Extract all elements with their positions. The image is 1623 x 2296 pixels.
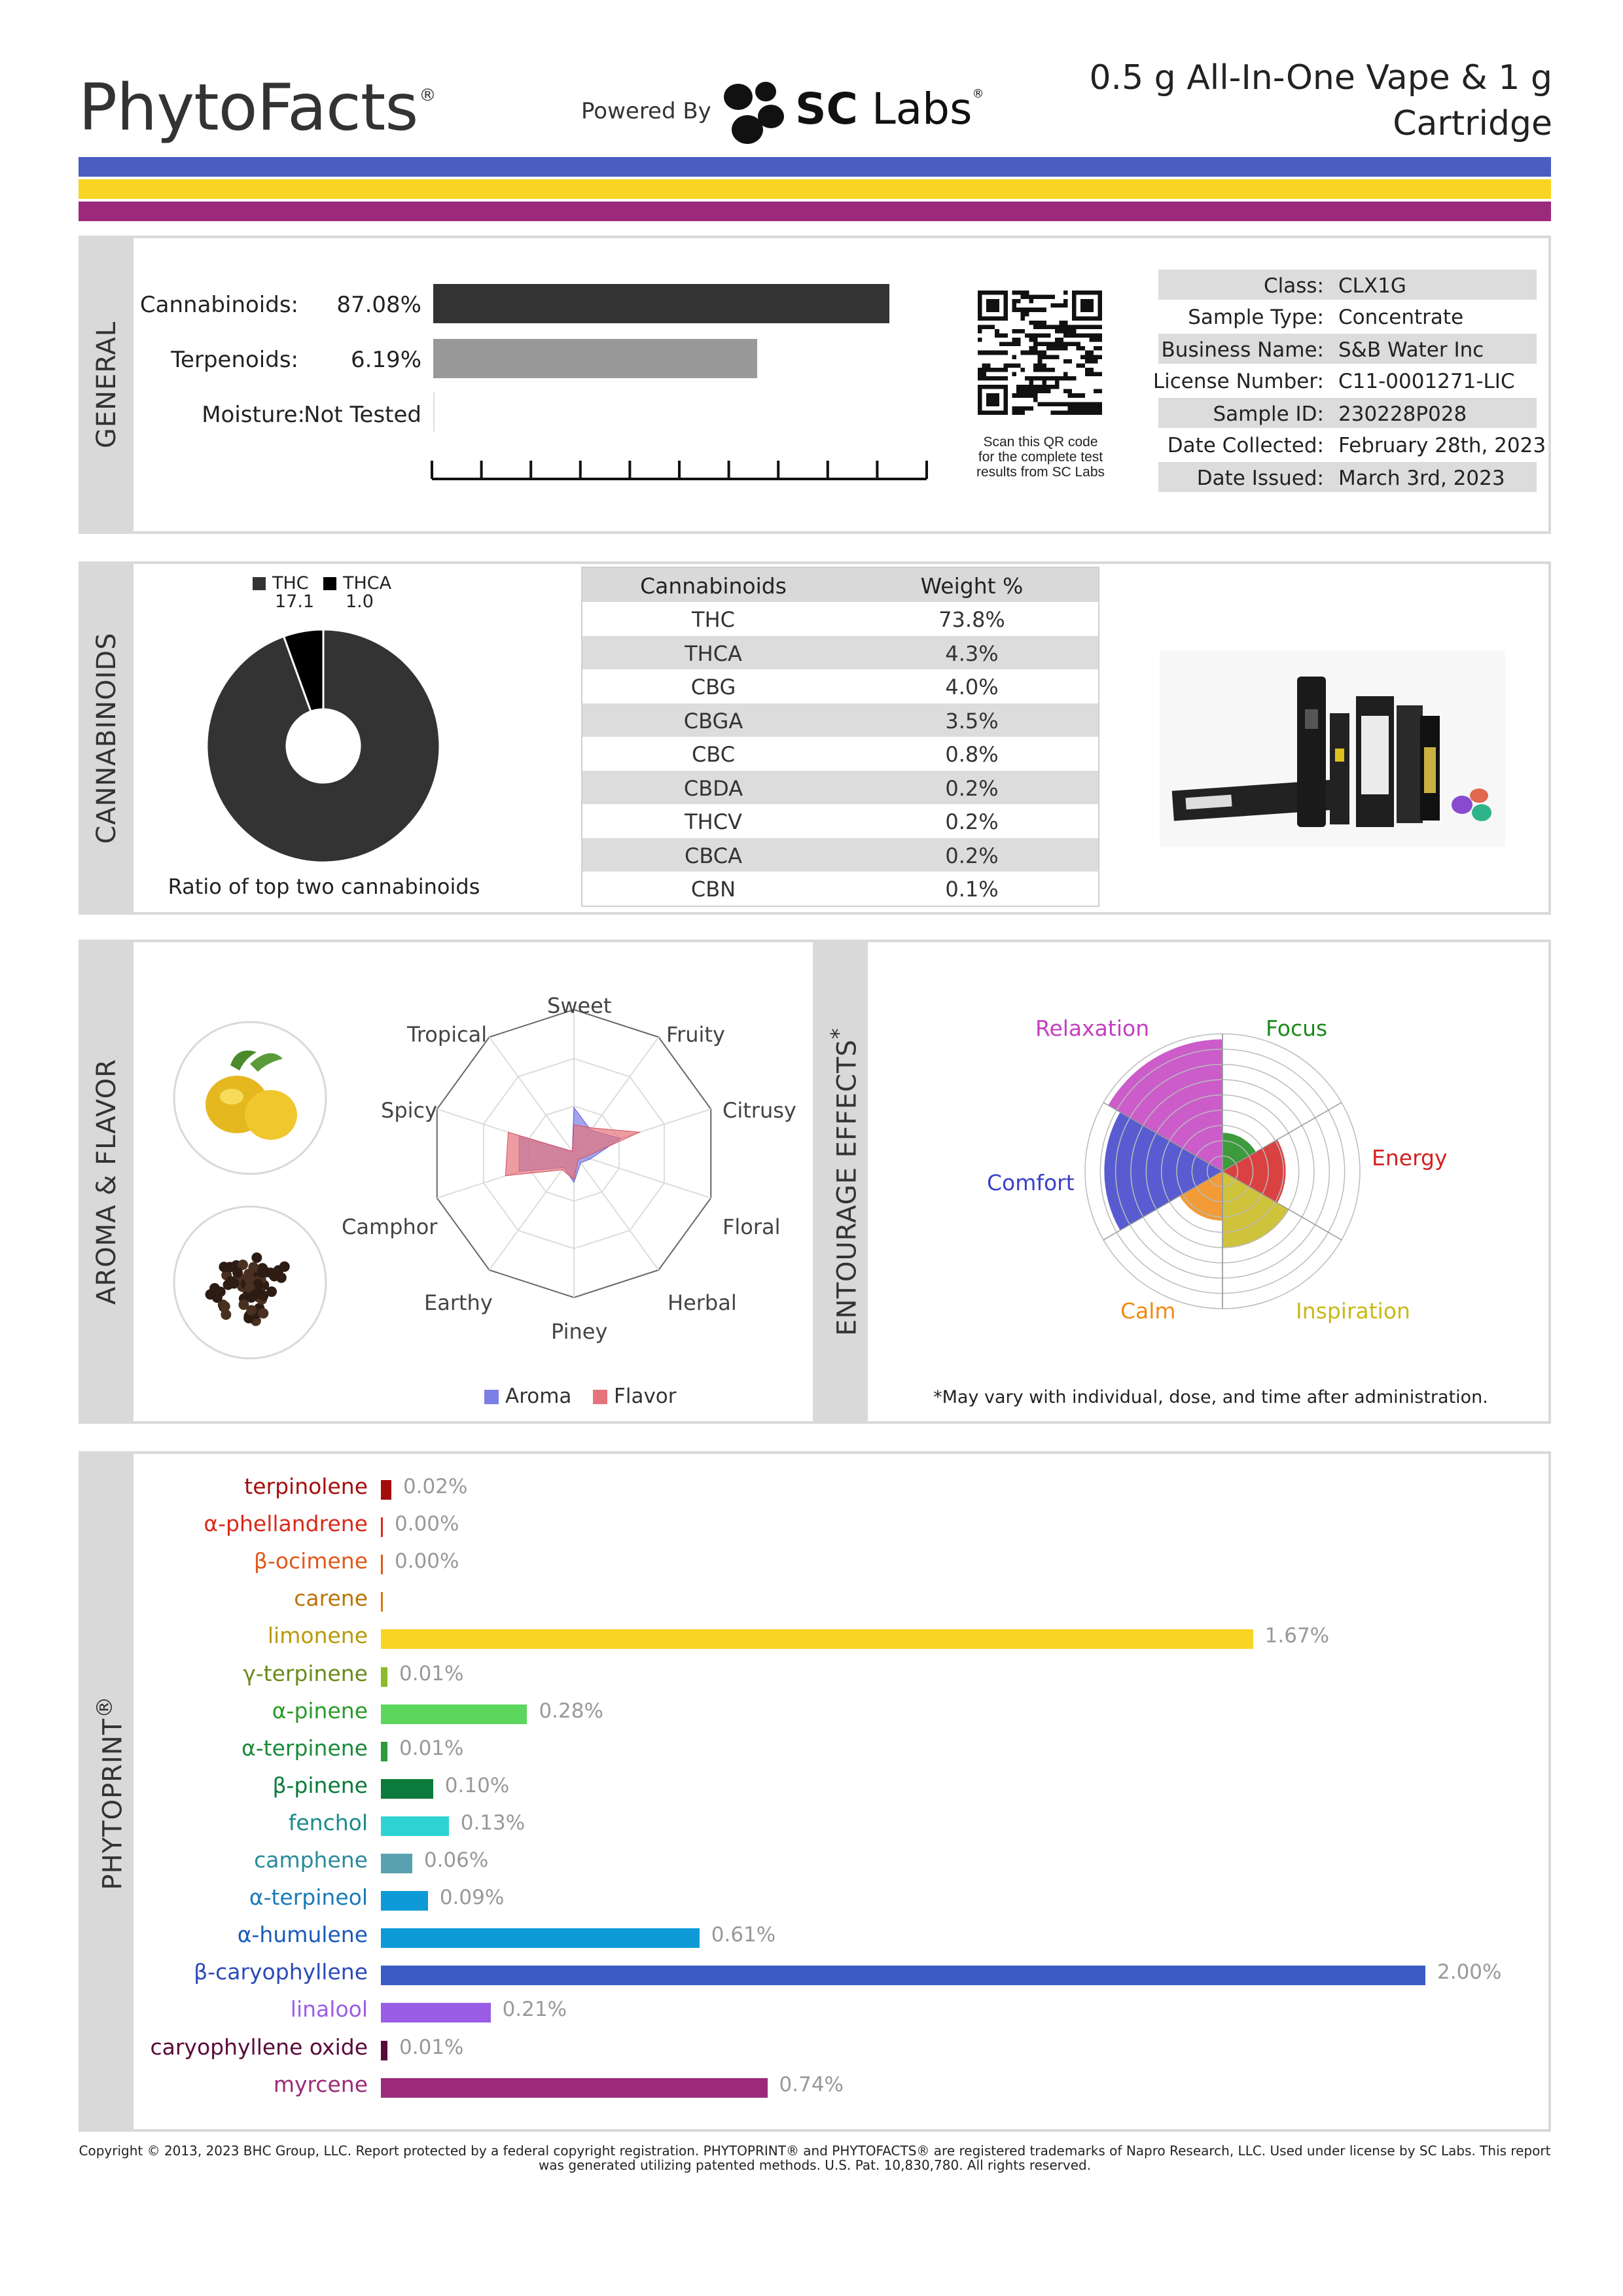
info-row-class xyxy=(1158,270,1537,300)
table-header xyxy=(582,568,1098,602)
legend-swatch-aroma xyxy=(484,1390,499,1404)
terpene-bar xyxy=(381,1555,383,1574)
table-cell-weight: 0.2% xyxy=(945,843,999,868)
product-title xyxy=(1055,55,1552,147)
effects-section-label xyxy=(826,985,863,1378)
table-cell-name: CBN xyxy=(690,877,736,902)
terpene-bar xyxy=(381,1517,383,1537)
terpene-name: camphene xyxy=(254,1847,368,1873)
table-cell-weight: 0.2% xyxy=(945,775,999,801)
terpene-value-label: 0.28% xyxy=(539,1699,603,1723)
legend-swatch-flavor xyxy=(593,1390,607,1404)
terpenoids-value: 6.19% xyxy=(350,347,421,373)
terpene-value-label: 1.67% xyxy=(1264,1624,1330,1648)
terpene-value-label: 0.10% xyxy=(444,1773,510,1797)
terpene-value-label: 0.00% xyxy=(395,1512,459,1536)
terpene-name: α-terpinene xyxy=(241,1735,368,1761)
info-value: C11-0001271-LIC xyxy=(1338,370,1515,393)
powered-by-label: Powered By xyxy=(581,98,711,124)
terpene-name: β-caryophyllene xyxy=(194,1959,368,1985)
terpene-value-label: 0.06% xyxy=(423,1848,489,1872)
info-row-date-issued xyxy=(1158,462,1537,492)
terpene-name: α-phellandrene xyxy=(204,1511,368,1537)
terpene-value-label: 0.02% xyxy=(402,1475,468,1498)
info-row-business-name xyxy=(1158,334,1537,364)
legend-label-thca: THCA xyxy=(343,573,392,593)
info-row-date-collected xyxy=(1158,429,1546,459)
table-cell-weight: 73.8% xyxy=(938,607,1005,632)
legend-swatch-thca xyxy=(323,577,336,590)
effects-section-label-mark: * xyxy=(826,1027,851,1040)
terpene-value-label: 0.01% xyxy=(399,1661,464,1686)
info-key: Date Collected: xyxy=(1167,434,1324,457)
info-value: CLX1G xyxy=(1338,274,1406,298)
table-row xyxy=(582,838,1098,872)
entourage-effects-chart xyxy=(1081,1030,1364,1313)
terpene-bar xyxy=(381,1480,391,1500)
radar-label-fruity: Fruity xyxy=(666,1022,725,1047)
terpene-value-label: 0.74% xyxy=(779,2072,844,2096)
table-row xyxy=(582,636,1098,670)
info-key: License Number: xyxy=(1152,370,1324,393)
radar-label-tropical: Tropical xyxy=(407,1022,488,1047)
terpene-name: β-ocimene xyxy=(253,1548,368,1574)
footer-line1: Copyright © 2013, 2023 BHC Group, LLC. Report protected by a federal copyright registration. PHYTOPRINT® and PHYTOFACTS® are registered trademarks of Napro Research, LLC. Used under license by SC Labs. This report xyxy=(79,2143,1551,2159)
footer-copyright xyxy=(79,2144,1551,2172)
sc-labs-logo-mark: ® xyxy=(972,87,984,101)
cannabinoids-value: 87.08% xyxy=(336,292,421,318)
legend-value-thc: 17.1 xyxy=(275,592,315,612)
table-cell-name: THC xyxy=(692,607,735,632)
effect-label-focus: Focus xyxy=(1266,1016,1328,1041)
radar-label-camphor: Camphor xyxy=(342,1214,438,1239)
cannabinoid-ratio-donut xyxy=(204,627,442,865)
terpene-bar xyxy=(381,1779,433,1799)
table-cell-weight: 0.1% xyxy=(945,877,999,902)
terpene-value-label: 0.21% xyxy=(502,1998,567,2022)
table-cell-weight: 3.5% xyxy=(945,708,999,733)
table-cell-name: CBG xyxy=(690,675,736,699)
phytoprint-section-label-text: PHYTOPRINT xyxy=(98,1718,128,1890)
info-row-sample-id xyxy=(1158,398,1537,428)
legend-label-aroma: Aroma xyxy=(505,1385,572,1408)
info-key: Sample ID: xyxy=(1213,402,1324,426)
table-cell-name: THCA xyxy=(685,641,742,666)
table-cell-name: CBC xyxy=(691,742,736,767)
table-row xyxy=(582,737,1098,771)
legend-label-thc: THC xyxy=(272,573,309,593)
effect-label-energy: Energy xyxy=(1372,1145,1448,1171)
terpene-bar xyxy=(381,1742,387,1761)
info-value: S&B Water Inc xyxy=(1338,338,1484,362)
sc-labs-logo-icon xyxy=(719,80,785,145)
info-value: March 3rd, 2023 xyxy=(1338,467,1505,490)
terpene-bar xyxy=(381,1966,1425,1985)
table-header-weight: Weight % xyxy=(920,573,1024,599)
terpenoids-label: Terpenoids: xyxy=(171,347,298,373)
product-title-line2: Cartridge xyxy=(1393,104,1552,143)
table-row xyxy=(582,703,1098,737)
info-key: Date Issued: xyxy=(1196,467,1324,490)
peppercorn-image xyxy=(171,1204,329,1361)
terpene-name: α-humulene xyxy=(237,1922,368,1948)
table-cell-weight: 4.3% xyxy=(945,641,999,666)
aroma-section-label: AROMA & FLAVOR xyxy=(92,1058,122,1305)
table-cell-weight: 4.0% xyxy=(945,675,999,699)
info-row-sample-type xyxy=(1158,301,1537,331)
sc-labs-logo-text-bold: SC xyxy=(795,84,858,134)
terpene-name: α-pinene xyxy=(272,1697,368,1723)
table-cell-name: CBGA xyxy=(683,708,743,733)
terpene-bar xyxy=(381,1928,700,1948)
radar-label-piney: Piney xyxy=(551,1319,608,1344)
terpenoids-bar xyxy=(433,339,757,378)
effects-footnote: *May vary with individual, dose, and time after administration. xyxy=(933,1387,1488,1407)
table-row xyxy=(582,804,1098,838)
table-cell-weight: 0.8% xyxy=(945,742,999,767)
radar-label-sweet: Sweet xyxy=(547,993,612,1018)
table-row xyxy=(582,771,1098,805)
stripe-purple xyxy=(79,202,1551,221)
terpene-bar xyxy=(381,1854,412,1873)
sc-labs-logo-text xyxy=(795,84,984,134)
terpene-bar xyxy=(381,2078,768,2098)
cannabinoid-table xyxy=(581,567,1099,907)
terpene-name: fenchol xyxy=(288,1809,368,1835)
terpene-bar xyxy=(381,1667,387,1687)
terpene-bar xyxy=(381,2003,491,2022)
qr-caption-line2: for the complete test xyxy=(978,450,1103,465)
table-header-name: Cannabinoids xyxy=(640,573,787,599)
table-cell-name: CBDA xyxy=(683,775,743,801)
moisture-value: Not Tested xyxy=(304,402,421,428)
info-row-license-number xyxy=(1152,365,1537,395)
terpene-bar xyxy=(381,1629,1253,1649)
table-row xyxy=(582,669,1098,703)
terpene-name: linalool xyxy=(290,1996,368,2022)
sc-labs-logo-text-light: Labs xyxy=(857,84,972,134)
terpene-bar xyxy=(381,2041,387,2060)
terpene-value-label: 0.09% xyxy=(439,1886,505,1910)
radar-label-floral: Floral xyxy=(722,1214,781,1239)
footer-line2: was generated utilizing patented methods. U.S. Pat. 10,830,780. All rights reserved. xyxy=(538,2157,1092,2173)
terpene-value-label: 0.01% xyxy=(399,1736,464,1760)
brand-mark: ® xyxy=(419,86,436,105)
terpene-bar xyxy=(381,1592,383,1612)
terpene-bar xyxy=(381,1704,527,1724)
effect-label-calm: Calm xyxy=(1120,1298,1176,1324)
terpene-value-label: 2.00% xyxy=(1437,1960,1502,1985)
terpene-name: carene xyxy=(294,1585,368,1612)
info-key: Class: xyxy=(1263,274,1324,298)
table-row xyxy=(582,602,1098,636)
table-cell-name: THCV xyxy=(685,809,742,834)
terpene-value-label: 0.01% xyxy=(399,2035,464,2059)
terpene-name: terpinolene xyxy=(244,1474,368,1499)
brand-logo xyxy=(79,71,435,145)
terpene-value-label: 0.13% xyxy=(460,1810,526,1835)
brand-name: PhytoFacts xyxy=(79,71,418,145)
terpene-name: γ-terpinene xyxy=(243,1660,368,1686)
general-scale-axis xyxy=(429,455,929,482)
info-key: Business Name: xyxy=(1161,338,1324,362)
terpene-name: caryophyllene oxide xyxy=(150,2034,368,2060)
cannabinoids-label: Cannabinoids: xyxy=(139,292,298,318)
donut-slice-thc xyxy=(207,629,440,862)
moisture-label: Moisture: xyxy=(202,402,305,428)
cannabinoids-bar xyxy=(433,284,889,323)
qr-caption xyxy=(952,434,1129,480)
radar-label-citrusy: Citrusy xyxy=(722,1098,796,1123)
terpene-name: β-pinene xyxy=(272,1772,368,1798)
cannabinoids-section-label: CANNABINOIDS xyxy=(92,632,122,844)
terpene-bar xyxy=(381,1816,449,1836)
phytoprint-section-label xyxy=(92,1597,128,1989)
terpene-value-label: 0.61% xyxy=(711,1923,776,1947)
stripe-blue xyxy=(79,157,1551,177)
radar-label-spicy: Spicy xyxy=(381,1098,438,1123)
terpene-name: α-terpineol xyxy=(249,1884,368,1911)
info-value: February 28th, 2023 xyxy=(1338,434,1546,457)
terpene-bar xyxy=(381,1891,428,1911)
legend-label-flavor: Flavor xyxy=(614,1385,677,1408)
qr-code[interactable] xyxy=(978,291,1102,415)
info-value: Concentrate xyxy=(1338,306,1464,329)
lemon-image xyxy=(171,1019,329,1176)
ratio-caption: Ratio of top two cannabinoids xyxy=(168,874,480,899)
phytoprint-section-label-mark: ® xyxy=(92,1695,117,1718)
effect-label-comfort: Comfort xyxy=(987,1170,1075,1195)
general-section-label: GENERAL xyxy=(92,321,122,449)
product-title-line1: 0.5 g All-In-One Vape & 1 g xyxy=(1089,58,1552,97)
info-key: Sample Type: xyxy=(1188,306,1324,329)
terpene-name: myrcene xyxy=(273,2071,368,2097)
effects-section-label-text: ENTOURAGE EFFECTS xyxy=(832,1039,863,1336)
qr-caption-line1: Scan this QR code xyxy=(983,434,1098,450)
legend-value-thca: 1.0 xyxy=(346,592,374,612)
info-value: 230228P028 xyxy=(1338,402,1467,426)
qr-caption-line3: results from SC Labs xyxy=(976,465,1105,480)
legend-swatch-thc xyxy=(253,577,266,590)
terpene-name: limonene xyxy=(267,1623,368,1649)
table-row xyxy=(582,872,1098,906)
radar-label-earthy: Earthy xyxy=(424,1290,493,1315)
effect-label-inspiration: Inspiration xyxy=(1296,1298,1410,1324)
terpene-value-label: 0.00% xyxy=(395,1549,459,1574)
effect-label-relaxation: Relaxation xyxy=(1035,1016,1150,1041)
moisture-bar-empty xyxy=(433,393,435,432)
product-photo xyxy=(1160,650,1505,847)
stripe-yellow xyxy=(79,179,1551,199)
table-cell-weight: 0.2% xyxy=(945,809,999,834)
table-cell-name: CBCA xyxy=(685,843,742,868)
radar-label-herbal: Herbal xyxy=(668,1290,737,1315)
